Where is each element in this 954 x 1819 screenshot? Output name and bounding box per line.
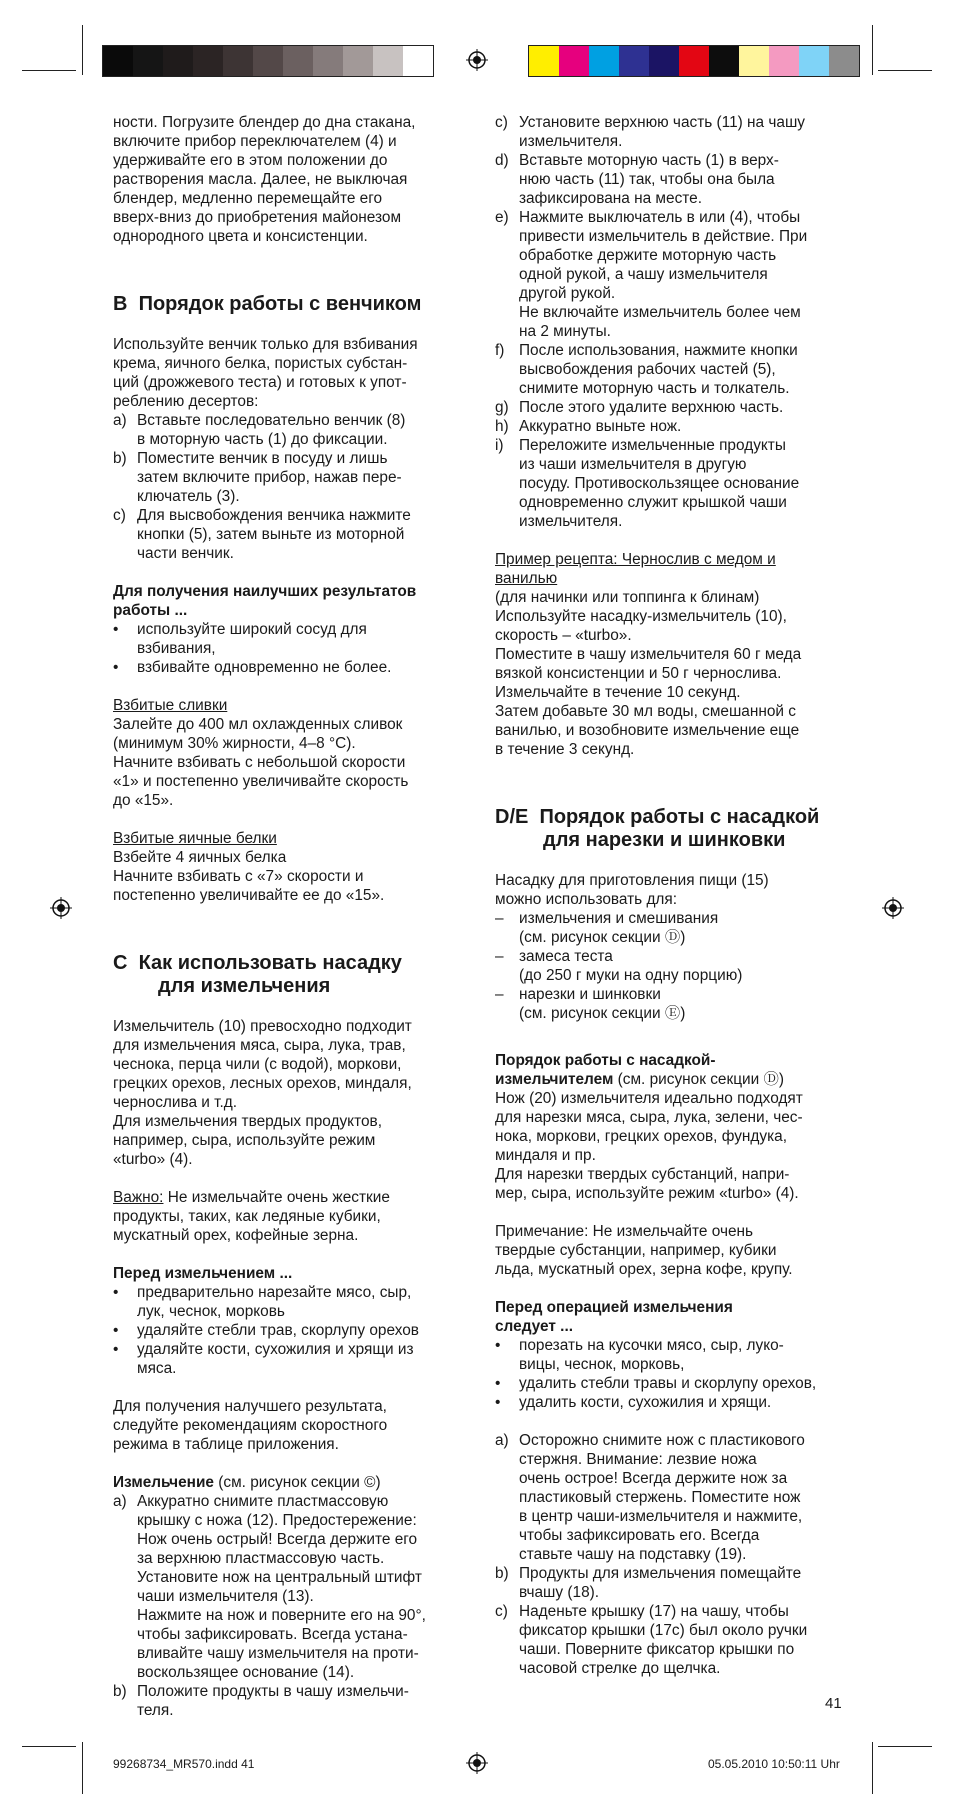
list-item-line: измельчителя. [519, 133, 623, 150]
list-marker: • [113, 1322, 119, 1339]
list-item-line: чтобы зафиксировать. Всегда устана- [137, 1626, 408, 1643]
list-item-line: вчашу (18). [519, 1584, 600, 1601]
text-line: «1» и постепенно увеличивайте скорость [113, 773, 409, 790]
color-swatch [649, 46, 679, 76]
list-item-line: воскользящее основание (14). [137, 1664, 355, 1681]
list-item-line: за верхнюю пластмассовую часть. [137, 1550, 385, 1567]
text-line: для нарезки мяса, сыра, лука, зелени, чес- [495, 1109, 803, 1126]
color-swatch [343, 46, 373, 76]
list-item-line: лук, чеснок, морковь [137, 1303, 285, 1320]
list-item-line: Не включайте измельчитель более чем [519, 304, 801, 321]
color-swatch [799, 46, 829, 76]
color-swatch [283, 46, 313, 76]
list-marker: • [495, 1375, 501, 1392]
list-item-line: замеса теста [519, 948, 613, 965]
list-item [113, 1321, 465, 1340]
list-item-line: в центр чаши-измельчителя и нажмите, [519, 1508, 803, 1525]
list-marker: • [113, 1284, 119, 1301]
crop-mark [82, 25, 83, 75]
text-line: блендер, медленно перемещайте его [113, 190, 383, 207]
color-swatch [193, 46, 223, 76]
list-item-line: часовой стрелке до щелчка. [519, 1660, 721, 1677]
list-marker: • [113, 1341, 119, 1358]
list-item [113, 411, 465, 449]
list-item-line: зафиксирована на месте. [519, 190, 702, 207]
list-item [113, 658, 465, 677]
text-line: Поместите в чашу измельчителя 60 г меда [495, 646, 802, 663]
text-line: нока, моркови, грецких орехов, фундука, [495, 1128, 788, 1145]
registration-target-icon [466, 1752, 488, 1774]
whites-text [113, 848, 465, 905]
text-line: вязкой консистенции и 50 г чернослива. [495, 665, 782, 682]
list-item-line: Осторожно снимите нож с пластикового [519, 1432, 805, 1449]
color-swatch [619, 46, 649, 76]
list-item-line: затем включите прибор, нажав пере- [137, 469, 402, 486]
list-item-line: Нажмите на нож и поверните его на 90°, [137, 1607, 426, 1624]
list-item-line: Установите нож на центральный штифт [137, 1569, 422, 1586]
list-item-line: крышку с ножа (12). Предостережение: [137, 1512, 417, 1529]
section-b-steps [113, 411, 465, 563]
text-line: ций (дрожжевого теста) и готовых к упот- [113, 374, 407, 391]
list-item-line: чтобы зафиксировать его. Всегда [519, 1527, 760, 1544]
crop-mark [872, 25, 873, 75]
cmyk-color-bar [528, 45, 860, 77]
list-item-line: ставьте чашу на подставку (19). [519, 1546, 747, 1563]
list-item-line: посуду. Противоскользящее основание [519, 475, 800, 492]
list-item [495, 1564, 851, 1602]
list-item [495, 947, 851, 985]
list-item-line: снимите моторную часть и толкатель. [519, 380, 790, 397]
list-item-line: фиксатор крышки (17c) был около ручки [519, 1622, 808, 1639]
list-item-line: на 2 минуты. [519, 323, 611, 340]
text-line: Примечание: Не измельчайте очень [495, 1223, 754, 1240]
work-title: Порядок работы с насадкой- [495, 1052, 716, 1069]
list-marker: • [495, 1337, 501, 1354]
text-line: мер, сыра, используйте режим «turbo» (4). [495, 1185, 799, 1202]
list-item [113, 1492, 465, 1682]
list-item [495, 417, 851, 436]
list-item-line: предварительно нарезайте мясо, сыр, [137, 1284, 412, 1301]
before-operation-title [495, 1298, 851, 1336]
footer-timestamp: 05.05.2010 10:50:11 Uhr [708, 1757, 840, 1771]
list-item-line: удалить стебли травы и скорлупу орехов, [519, 1375, 817, 1392]
note-text [495, 1222, 851, 1279]
section-de-heading: D/E Порядок работы с насадкой для нарезки и шинковки [495, 806, 820, 851]
tips-list [113, 620, 465, 677]
list-item-line: Вставьте моторную часть (1) в верх- [519, 152, 779, 169]
crop-mark [872, 1742, 873, 1794]
text-line: твердые субстанции, например, кубики [495, 1242, 777, 1259]
list-item-line: Положите продукты в чашу измельчи- [137, 1683, 409, 1700]
list-item [495, 1602, 851, 1678]
list-marker: b) [495, 1565, 509, 1582]
list-marker: – [495, 948, 504, 965]
list-item-line: Нажмите выключатель в или (4), чтобы [519, 209, 801, 226]
section-b-intro [113, 335, 465, 411]
text-line: реблению десертов: [113, 393, 259, 410]
list-item-line: нюю часть (11) так, чтобы она была [519, 171, 775, 188]
text-line: ванилью, и возобновите измельчение еще [495, 722, 800, 739]
text-line: до «15». [113, 792, 174, 809]
list-marker: b) [113, 450, 127, 467]
text-line: ности. Погрузите блендер до дна стакана, [113, 114, 416, 131]
section-c-heading: C Как использовать насадку для измельчения [113, 952, 402, 997]
list-marker: g) [495, 399, 509, 416]
text-line: постепенно увеличивайте ее до «15». [113, 887, 385, 904]
before-operation-list [495, 1336, 851, 1412]
list-item-line: Аккуратно выньте нож. [519, 418, 682, 435]
list-item [495, 985, 851, 1023]
color-swatch [739, 46, 769, 76]
text-line: ванилью [495, 570, 558, 587]
color-swatch [529, 46, 559, 76]
list-item [495, 113, 851, 151]
slicing-steps [495, 1431, 851, 1678]
chop-title: Измельчение (см. рисунок секции ©) [113, 1474, 381, 1491]
list-item-line: удаляйте стебли трав, скорлупу орехов [137, 1322, 419, 1339]
list-item-line: удалить кости, сухожилия и хрящи. [519, 1394, 772, 1411]
list-item-line: взбивайте одновременно не более. [137, 659, 392, 676]
list-marker: c) [495, 1603, 508, 1620]
list-item [495, 151, 851, 208]
registration-target-icon [50, 897, 72, 919]
text-line: удерживайте его в этом положении до [113, 152, 388, 169]
list-marker: a) [113, 1493, 127, 1510]
best-result-text [113, 1397, 465, 1454]
text-line: Перед операцией измельчения [495, 1299, 733, 1316]
list-item [495, 208, 851, 341]
list-item-line: удаляйте кости, сухожилия и хрящи из [137, 1341, 414, 1358]
color-swatch [313, 46, 343, 76]
list-item-line: одной рукой, а чашу измельчителя [519, 266, 768, 283]
list-marker: – [495, 910, 504, 927]
section-de-intro [495, 871, 851, 909]
list-item [495, 398, 851, 417]
text-line: Для получения наилучших результатов [113, 583, 417, 600]
list-item [495, 436, 851, 531]
text-line: чеснока, перца чили (с водой), моркови, [113, 1056, 402, 1073]
list-item-line: Нож очень острый! Всегда держите его [137, 1531, 418, 1548]
list-item [495, 341, 851, 398]
color-swatch [253, 46, 283, 76]
right-column [495, 113, 851, 1678]
list-item-line: привести измельчитель в действие. При [519, 228, 808, 245]
list-item-line: чаши. Поверните фиксатор крышки по [519, 1641, 795, 1658]
intro-paragraph [113, 113, 465, 246]
text-line: грецких орехов, лесных орехов, миндаля, [113, 1075, 412, 1092]
list-marker: h) [495, 418, 509, 435]
list-item-line: стержня. Внимание: лезвие ножа [519, 1451, 757, 1468]
list-item-line: используйте широкий сосуд для [137, 621, 367, 638]
text-line: (минимум 30% жирности, 4–8 °C). [113, 735, 356, 752]
text-line: режима в таблице приложения. [113, 1436, 339, 1453]
text-line: можно использовать для: [495, 891, 678, 908]
list-item-line: пластиковый стержень. Поместите нож [519, 1489, 801, 1506]
list-item-line: высвобождения рабочих частей (5), [519, 361, 776, 378]
list-item-line: После использования, нажмите кнопки [519, 342, 798, 359]
crop-mark [22, 1746, 76, 1747]
text-line: следуйте рекомендациям скоростного [113, 1417, 388, 1434]
text-line: Пример рецепта: Чернослив с медом и [495, 551, 776, 568]
list-item [495, 1336, 851, 1374]
text-line: вверх-вниз до приобретения майонезом [113, 209, 402, 226]
list-marker: e) [495, 209, 509, 226]
text-line: Для измельчения твердых продуктов, [113, 1113, 382, 1130]
list-item-line: После этого удалите верхнюю часть. [519, 399, 784, 416]
list-marker: • [113, 621, 119, 638]
list-marker: c) [113, 507, 126, 524]
list-marker: – [495, 986, 504, 1003]
list-item-line: вицы, чеснок, морковь, [519, 1356, 685, 1373]
text-line: для измельчения мяса, сыра, лука, трав, [113, 1037, 406, 1054]
list-marker: a) [113, 412, 127, 429]
list-item-line: измельчителя. [519, 513, 623, 530]
recipe-title [495, 550, 851, 588]
color-swatch [133, 46, 163, 76]
text-line: Измельчитель (10) превосходно подходит [113, 1018, 412, 1035]
list-item-line: Поместите венчик в посуду и лишь [137, 450, 388, 467]
cream-text [113, 715, 465, 810]
recipe-text [495, 588, 851, 759]
list-item [113, 449, 465, 506]
list-item-line: другой рукой. [519, 285, 616, 302]
list-marker: c) [495, 114, 508, 131]
text-line: Измельчайте в течение 10 секунд. [495, 684, 741, 701]
list-item-line: порезать на кусочки мясо, сыр, луко- [519, 1337, 784, 1354]
list-item [113, 1682, 465, 1720]
list-item-line: Продукты для измельчения помещайте [519, 1565, 802, 1582]
whites-title: Взбитые яичные белки [113, 830, 277, 847]
color-swatch [679, 46, 709, 76]
list-item-line: измельчения и смешивания [519, 910, 719, 927]
list-marker: f) [495, 342, 505, 359]
color-swatch [769, 46, 799, 76]
uses-list [495, 909, 851, 1023]
text-line: Начните взбивать с небольшой скорости [113, 754, 406, 771]
text-line: в течение 3 секунд. [495, 741, 635, 758]
list-item-line: очень острое! Всегда держите нож за [519, 1470, 788, 1487]
text-line: следует ... [495, 1318, 574, 1335]
crop-mark [82, 1742, 83, 1794]
list-item-line: чаши измельчителя (13). [137, 1588, 314, 1605]
list-item-line: части венчик. [137, 545, 234, 562]
text-line: однородного цвета и консистенции. [113, 228, 368, 245]
list-item [113, 1340, 465, 1378]
list-item-line: вливайте чашу измельчителя на проти- [137, 1645, 419, 1662]
footer-filename: 99268734_MR570.indd 41 [113, 1757, 255, 1771]
color-swatch [223, 46, 253, 76]
text-line: Используйте венчик только для взбивания [113, 336, 418, 353]
list-item-line: ключатель (3). [137, 488, 240, 505]
crop-mark [22, 70, 76, 71]
list-marker: b) [113, 1683, 127, 1700]
text-line: Затем добавьте 30 мл воды, смешанной с [495, 703, 796, 720]
list-item-line: обработке держите моторную часть [519, 247, 777, 264]
list-item [495, 1393, 851, 1412]
section-c-intro [113, 1017, 465, 1169]
color-swatch [829, 46, 859, 76]
list-item [495, 1374, 851, 1393]
before-chop-title: Перед измельчением ... [113, 1265, 293, 1282]
list-item-line: Наденьте крышку (17) на чашу, чтобы [519, 1603, 789, 1620]
list-item [495, 1431, 851, 1564]
grayscale-color-bar [102, 45, 434, 77]
text-line: включите прибор переключателем (4) и [113, 133, 397, 150]
color-swatch [163, 46, 193, 76]
left-column [113, 113, 465, 1720]
text-line: Начните взбивать с «7» скорости и [113, 868, 364, 885]
color-swatch [373, 46, 403, 76]
text-line: «turbo» (4). [113, 1151, 193, 1168]
list-item-line: Для высвобождения венчика нажмите [137, 507, 411, 524]
text-line: например, сыра, используйте режим [113, 1132, 376, 1149]
work-title-line2: измельчителем (см. рисунок секции Ⓓ) [495, 1071, 785, 1088]
list-item-line: Переложите измельченные продукты [519, 437, 786, 454]
list-item-line: (см. рисунок секции Ⓓ) [519, 929, 686, 946]
list-marker: • [113, 659, 119, 676]
list-item [113, 620, 465, 658]
list-item-line: Аккуратно снимите пластмассовую [137, 1493, 389, 1510]
crop-mark [878, 70, 932, 71]
text-line: работы ... [113, 602, 188, 619]
list-item-line: взбивания, [137, 640, 216, 657]
page-number: 41 [825, 1695, 842, 1712]
list-item-line: одновременно служит крышкой чаши [519, 494, 787, 511]
list-item-line: нарезки и шинковки [519, 986, 661, 1003]
list-item-line: из чаши измельчителя в другую [519, 456, 747, 473]
text-line: Залейте до 400 мл охлажденных сливок [113, 716, 403, 733]
registration-target-icon [466, 49, 488, 71]
list-marker: d) [495, 152, 509, 169]
section-b-heading: B Порядок работы с венчиком [113, 293, 422, 315]
list-item-line: (до 250 г муки на одну порцию) [519, 967, 743, 984]
text-line: Взбейте 4 яичных белка [113, 849, 287, 866]
crop-mark [878, 1746, 932, 1747]
list-item-line: в моторную часть (1) до фиксации. [137, 431, 388, 448]
work-text [495, 1089, 851, 1203]
text-line: крема, яичного белка, пористых субстан- [113, 355, 408, 372]
tips-title [113, 582, 465, 620]
chop-steps [113, 1492, 465, 1720]
color-swatch [709, 46, 739, 76]
cream-title: Взбитые сливки [113, 697, 228, 714]
text-line: Насадку для приготовления пищи (15) [495, 872, 769, 889]
text-line: льда, мускатный орех, зерна кофе, крупу. [495, 1261, 793, 1278]
text-line: Нож (20) измельчителя идеально подходят [495, 1090, 803, 1107]
list-marker: a) [495, 1432, 509, 1449]
text-line: (для начинки или топпинга к блинам) [495, 589, 760, 606]
list-item-line: кнопки (5), затем выньте из моторной [137, 526, 405, 543]
text-line: Для нарезки твердых субстанций, напри- [495, 1166, 790, 1183]
list-item [113, 1283, 465, 1321]
color-swatch [589, 46, 619, 76]
before-chop-list [113, 1283, 465, 1378]
text-line: миндаля и пр. [495, 1147, 596, 1164]
text-line: скорость – «turbo». [495, 627, 632, 644]
text-line: растворения масла. Далее, не выключая [113, 171, 408, 188]
chopper-steps [495, 113, 851, 531]
list-item-line: Вставьте последовательно венчик (8) [137, 412, 406, 429]
color-swatch [403, 46, 433, 76]
list-item-line: теля. [137, 1702, 174, 1719]
registration-target-icon [882, 897, 904, 919]
text-line: чернослива и т.д. [113, 1094, 238, 1111]
list-marker: • [495, 1394, 501, 1411]
list-item-line: Установите верхнюю часть (11) на чашу [519, 114, 806, 131]
important-note: Важно: Не измельчайте очень жесткие продукты, таких, как ледяные кубики, мускатный орех, кофейные зерна. [113, 1189, 390, 1244]
list-marker: i) [495, 437, 504, 454]
text-line: Для получения налучшего результата, [113, 1398, 387, 1415]
list-item-line: (см. рисунок секции Ⓔ) [519, 1005, 686, 1022]
text-line: Используйте насадку-измельчитель (10), [495, 608, 787, 625]
color-swatch [559, 46, 589, 76]
list-item [113, 506, 465, 563]
list-item-line: мяса. [137, 1360, 177, 1377]
list-item [495, 909, 851, 947]
color-swatch [103, 46, 133, 76]
